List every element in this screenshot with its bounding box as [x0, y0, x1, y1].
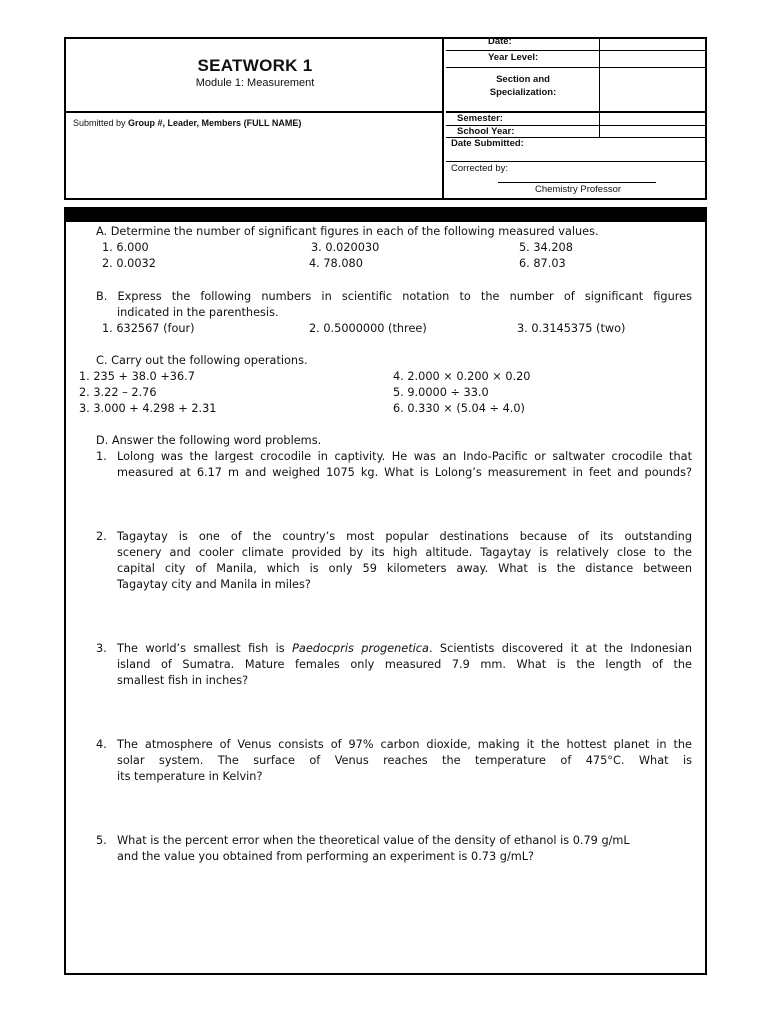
section-a-item: 5. 34.208: [519, 241, 573, 254]
date-row: [446, 36, 707, 51]
section-c-item: 6. 0.330 × (5.04 ÷ 4.0): [393, 402, 525, 415]
section-b-item: 1. 632567 (four): [102, 322, 195, 335]
header-block: [64, 37, 707, 200]
section-label-line1: Section and: [496, 74, 550, 85]
section-a-item: 2. 0.0032: [102, 257, 156, 270]
signature-line: [498, 182, 656, 183]
date-label: Date:: [488, 36, 512, 47]
semester-label: Semester:: [457, 113, 503, 124]
problem-text-line: smallest fish in inches?: [117, 674, 249, 687]
page-title: SEATWORK 1: [197, 56, 313, 75]
problem-text-line: [117, 641, 692, 657]
section-a-item: 4. 78.080: [309, 257, 363, 270]
problem-text-line: its temperature in Kelvin?: [117, 770, 263, 783]
problem-text-fragment: . Scientists discovered it at the Indonesian: [428, 642, 692, 655]
problem-text-line: The atmosphere of Venus consists of 97% carbon dioxide, making it the hottest planet in the: [117, 738, 692, 751]
problem-text-fragment: The world’s smallest fish is: [117, 642, 293, 655]
date-submitted-label: Date Submitted:: [451, 138, 524, 149]
section-c-item: 2. 3.22 – 2.76: [79, 386, 157, 399]
section-b-item: 2. 0.5000000 (three): [309, 322, 427, 335]
submitted-by-instruction: Group #, Leader, Members (FULL NAME): [128, 118, 302, 128]
corrected-by-label: Corrected by:: [451, 163, 509, 174]
title-box: [66, 39, 444, 113]
section-a-item: 6. 87.03: [519, 257, 566, 270]
section-label-line2: Specialization:: [489, 87, 557, 98]
problem-number: 2.: [96, 530, 107, 543]
problem-1: [117, 449, 692, 481]
header-title-area: [66, 39, 444, 200]
problem-number: 4.: [96, 738, 107, 751]
section-row: [446, 68, 707, 113]
problem-text-line: Tagaytay is one of the country’s most popular destinations because of its outstanding: [117, 530, 692, 543]
page-subtitle: Module 1: Measurement: [195, 77, 315, 89]
problem-text-line: scenery and cooler climate provided by its high altitude. Tagaytay is relatively close to the: [117, 546, 692, 559]
problem-3: [117, 641, 692, 689]
school-year-label: School Year:: [457, 126, 515, 137]
seatwork-content: [64, 207, 707, 975]
section-a-item: 1. 6.000: [102, 241, 149, 254]
problem-2: [117, 529, 692, 593]
section-a-heading: A. Determine the number of significant figures in each of the following measured values.: [96, 225, 599, 238]
school-year-row: [446, 126, 707, 138]
section-b-heading: [96, 289, 692, 305]
professor-label: Chemistry Professor: [534, 184, 622, 195]
problem-text-line: What is the percent error when the theoretical value of the density of ethanol is 0.79 g/mL: [117, 834, 630, 847]
problem-text-line: measured at 6.17 m and weighed 1075 kg. What is Lolong’s measurement in feet and pounds?: [117, 466, 692, 479]
problem-4: [117, 737, 692, 785]
problem-text-line: Lolong was the largest crocodile in captivity. He was an Indo-Pacific or saltwater crocodile that: [117, 450, 692, 463]
problem-number: 3.: [96, 642, 107, 655]
species-name: Paedocpris progenetica: [292, 642, 429, 655]
date-submitted-row: [446, 138, 707, 162]
problem-number: 5.: [96, 834, 107, 847]
section-d-heading: D. Answer the following word problems.: [96, 434, 322, 447]
section-b-item: 3. 0.3145375 (two): [517, 322, 626, 335]
year-level-row: [446, 51, 707, 68]
section-c-item: 4. 2.000 × 0.200 × 0.20: [393, 370, 531, 383]
problem-text-line: Tagaytay city and Manila in miles?: [117, 578, 311, 591]
header-info-fields: [446, 36, 707, 200]
problem-text-line: solar system. The surface of Venus reaches the temperature of 475°C. What is: [117, 754, 692, 767]
problem-text-line: island of Sumatra. Mature females only measured 7.9 mm. What is the length of the: [117, 658, 692, 671]
section-c-heading: C. Carry out the following operations.: [96, 354, 308, 367]
section-c-item: 1. 235 + 38.0 +36.7: [79, 370, 195, 383]
problem-text-line: capital city of Manila, which is only 59 kilometers away. What is the distance between: [117, 562, 692, 575]
year-level-label: Year Level:: [488, 52, 539, 63]
submitted-by-prefix: Submitted by: [73, 118, 129, 128]
semester-row: [446, 113, 707, 126]
section-b-heading-line: indicated in the parenthesis.: [117, 306, 279, 319]
problem-number: 1.: [96, 450, 107, 463]
section-c-item: 3. 3.000 + 4.298 + 2.31: [79, 402, 217, 415]
black-header-bar: [66, 209, 705, 222]
section-b-heading-line: B. Express the following numbers in scientific notation to the number of significant figures: [96, 290, 692, 303]
submitted-by-line: [73, 118, 301, 128]
problem-text-line: and the value you obtained from performing an experiment is 0.73 g/mL?: [117, 850, 535, 863]
section-c-item: 5. 9.0000 ÷ 33.0: [393, 386, 489, 399]
section-a-item: 3. 0.020030: [311, 241, 380, 254]
